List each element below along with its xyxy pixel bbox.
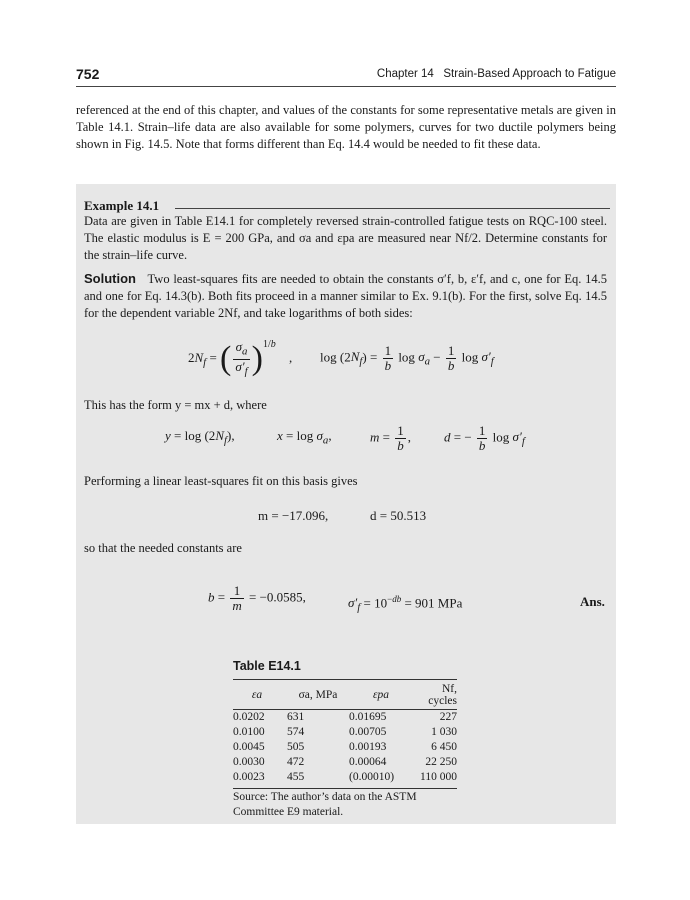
cell: 574	[287, 726, 305, 738]
equation-b-value: b = $\frac{1}{m}$ = −0.0585,	[208, 583, 306, 613]
b-value: = −0.0585,	[248, 589, 306, 605]
cell: 22 250	[425, 756, 457, 768]
form-text: This has the form y = mx + d, where	[84, 398, 267, 412]
equation-y-def: $y = \log (2N_f)$,	[165, 428, 235, 447]
equation-nf-power: $2N_f$ = ( $\frac{\sigma_a}{\sigma'_f}$ )$^{1/b}$ ,	[188, 338, 293, 378]
cell: 0.00705	[349, 726, 387, 738]
cell: 631	[287, 711, 305, 723]
fit-text: Performing a linear least-squares fit on this basis gives	[84, 474, 358, 488]
cell: (0.00010)	[349, 771, 395, 783]
cell: 227	[439, 711, 457, 723]
equation-log-form: $\log (2N_f)$ = $\frac{1}{b}$ $\log \sigma_a$ − $\frac{1}{b}$ $\log \sigma'_f$	[320, 343, 494, 373]
equation-d-def: d = − $\frac{1}{b}$ $\log \sigma'_f$	[444, 423, 525, 453]
cell: 0.00064	[349, 756, 387, 768]
cell: 1 030	[431, 726, 457, 738]
fit-m-value: m = −17.096,	[258, 508, 329, 523]
solution-text: Two least-squares fits are needed to obtain the constants σ′f, b, ε′f, and c, one for Eq. 14.5 and one for Eq. 14.3(b). Both fits proceed in a manner similar to Ex. 9.1(b). For the first, solve Eq. 14.5 for the dependent variable 2Nf, and take logarithms of both sides:	[84, 272, 607, 320]
table-row	[233, 770, 457, 789]
constants-text: so that the needed constants are	[84, 541, 242, 555]
table-row	[233, 755, 457, 770]
cell: 472	[287, 756, 305, 768]
solution-label: Solution	[84, 271, 136, 286]
cell: 110 000	[420, 771, 457, 783]
cell: 505	[287, 741, 305, 753]
cell: 0.00193	[349, 741, 387, 753]
chapter-number: Chapter 14	[376, 68, 434, 80]
answer-marker: Ans.	[580, 594, 605, 609]
page-number: 752	[76, 66, 100, 82]
equation-m-def: m = $\frac{1}{b}$ ,	[370, 423, 411, 453]
chapter-title: Strain-Based Approach to Fatigue	[443, 68, 616, 80]
solution-paragraph	[84, 270, 607, 322]
cell: 0.0045	[233, 741, 265, 753]
table-header-row	[233, 680, 457, 710]
example-title: Example 14.1	[84, 198, 160, 213]
table-source-note: Source: The author’s data on the ASTM Committee E9 material.	[233, 791, 417, 818]
table-row	[233, 740, 457, 755]
running-head	[377, 68, 616, 80]
cell: 0.0202	[233, 711, 265, 723]
col-header-strain-amplitude: εa	[233, 680, 281, 710]
col-header-plastic-strain: εpa	[349, 680, 413, 710]
table-row	[233, 725, 457, 740]
intro-paragraph: referenced at the end of this chapter, and values of the constants for some representative metals are given in Table 14.1. Strain–life data are also available for some polymers, curves for two ductile polymers being shown in Fig. 14.5. Note that forms different than Eq. 14.4 would be needed to fit these data.	[76, 103, 616, 151]
table-row	[233, 710, 457, 726]
cell: 6 450	[431, 741, 457, 753]
table-title: Table E14.1	[233, 659, 301, 673]
cell: 455	[287, 771, 305, 783]
cell: 0.01695	[349, 711, 387, 723]
col-header-cycles: Nf, cycles	[413, 680, 457, 710]
sigma-f-value: = 901 MPa	[404, 595, 463, 611]
data-table	[233, 679, 457, 789]
cell: 0.0030	[233, 756, 265, 768]
example-title-rule	[175, 208, 610, 209]
example-statement: Data are given in Table E14.1 for completely reversed strain-controlled fatigue tests on RQC-100 steel. The elastic modulus is E = 200 GPa, and σa and εpa are measured near Nf/2. Determine constants for the strain–life curve.	[84, 214, 607, 262]
cell: 0.0023	[233, 771, 265, 783]
equation-x-def: $x = \log \sigma_a$,	[277, 428, 332, 447]
col-header-stress-amplitude: σa, MPa	[281, 680, 349, 710]
header-rule	[76, 86, 616, 87]
equation-sigma-f-value: $\sigma'_f = 10^{-db} = 901$ MPa	[348, 594, 463, 614]
fit-d-value: d = 50.513	[370, 508, 427, 523]
cell: 0.0100	[233, 726, 265, 738]
